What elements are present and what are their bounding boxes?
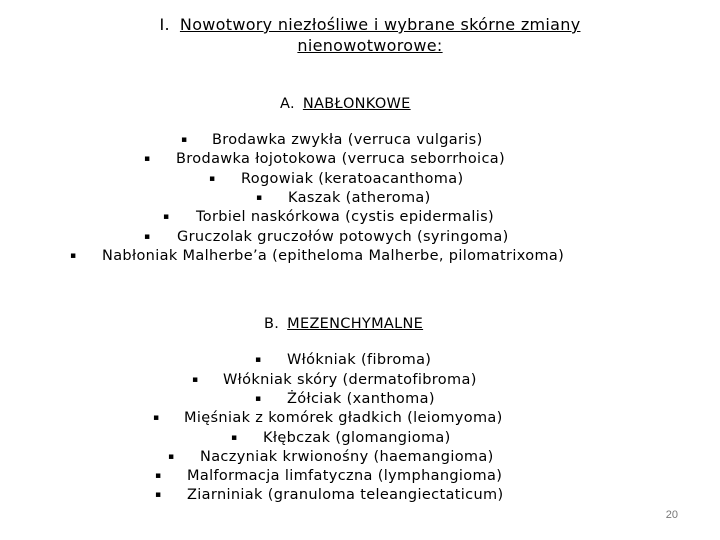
list-item — [0, 170, 720, 189]
bullet-icon: ▪ — [256, 193, 263, 203]
section-heading-a — [280, 95, 411, 113]
list-item-label: Brodawka łojotokowa (verruca seborrhoica) — [176, 151, 506, 167]
slide-title — [90, 14, 650, 56]
list-item-label: Włókniak skóry (dermatofibroma) — [223, 372, 477, 388]
list-item-label: Kaszak (atheroma) — [288, 190, 431, 206]
section-title-a: NABŁONKOWE — [302, 96, 411, 112]
bullet-icon: ▪ — [231, 433, 238, 443]
list-item-label: Gruczolak gruczołów potowych (syringoma) — [177, 229, 509, 245]
list-item-label: Nabłoniak Malherbe’a (epitheloma Malherbe, pilomatrixoma) — [102, 248, 565, 264]
bullet-icon: ▪ — [192, 375, 199, 385]
section-heading-b — [264, 315, 423, 333]
list-item-label: Żółciak (xanthoma) — [287, 391, 435, 407]
list-item-label: Mięśniak z komórek gładkich (leiomyoma) — [184, 410, 503, 426]
list-item — [0, 371, 720, 390]
bullet-icon: ▪ — [181, 135, 188, 145]
bullet-icon: ▪ — [168, 452, 175, 462]
page-number: 20 — [665, 509, 678, 521]
bullet-icon: ▪ — [155, 490, 162, 500]
list-item — [0, 150, 720, 169]
bullet-icon: ▪ — [153, 413, 160, 423]
bullet-icon: ▪ — [144, 232, 151, 242]
list-item — [0, 429, 720, 448]
list-item-label: Torbiel naskórkowa (cystis epidermalis) — [196, 209, 495, 225]
list-item — [0, 390, 720, 409]
list-item-label: Naczyniak krwionośny (haemangioma) — [200, 449, 494, 465]
list-item — [0, 228, 720, 247]
list-item — [0, 448, 720, 467]
section-letter-a: A. — [280, 96, 295, 112]
title-text-line-2: nienowotworowe: — [297, 36, 443, 55]
list-item-label: Kłębczak (glomangioma) — [263, 430, 451, 446]
section-title-b: MEZENCHYMALNE — [287, 316, 424, 332]
bullet-icon: ▪ — [155, 471, 162, 481]
bullet-icon: ▪ — [163, 212, 170, 222]
list-item-label: Włókniak (fibroma) — [287, 352, 432, 368]
list-item — [0, 409, 720, 428]
list-item — [0, 131, 720, 150]
list-item-label: Rogowiak (keratoacanthoma) — [241, 171, 464, 187]
list-item-label: Brodawka zwykła (verruca vulgaris) — [212, 132, 483, 148]
list-item — [0, 467, 720, 486]
bullet-icon: ▪ — [70, 251, 77, 261]
title-text-line-1: Nowotwory niezłośliwe i wybrane skórne zmiany — [179, 15, 581, 34]
list-item-label: Malformacja limfatyczna (lymphangioma) — [187, 468, 503, 484]
title-line-1 — [90, 14, 650, 35]
list-item — [0, 208, 720, 227]
list-item — [0, 189, 720, 208]
list-item-label: Ziarniniak (granuloma teleangiectaticum) — [187, 487, 504, 503]
list-item — [0, 486, 720, 505]
list-item — [0, 247, 720, 266]
bullet-icon: ▪ — [209, 174, 216, 184]
title-line-2 — [90, 35, 650, 56]
list-item — [0, 351, 720, 370]
bullet-icon: ▪ — [255, 355, 262, 365]
bullet-icon: ▪ — [255, 394, 262, 404]
section-letter-b: B. — [264, 316, 280, 332]
bullet-icon: ▪ — [144, 154, 151, 164]
title-number: I. — [159, 15, 170, 34]
